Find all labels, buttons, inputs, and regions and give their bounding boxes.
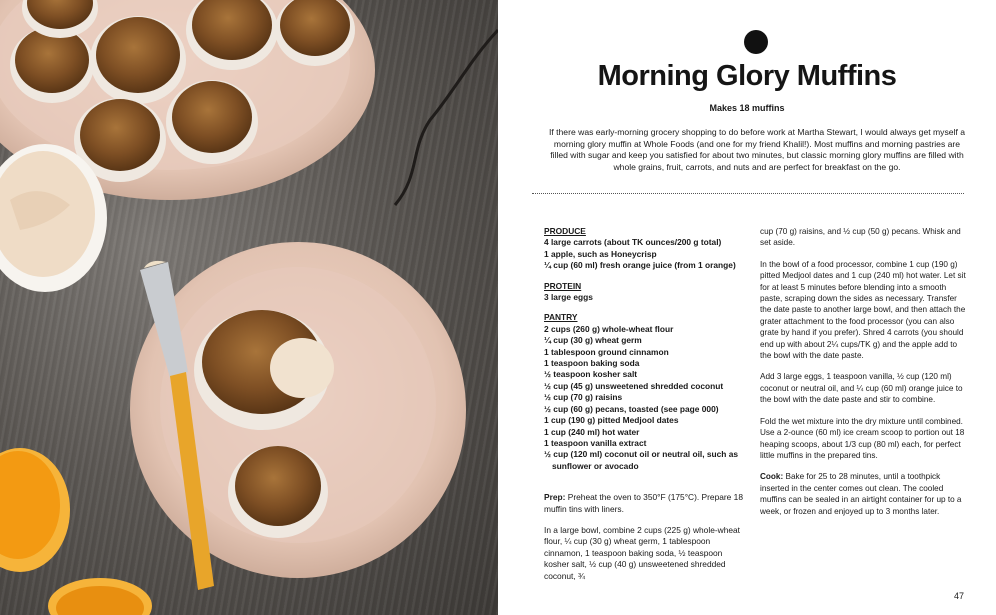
- ingredient-item: ¼ cup (60 ml) fresh orange juice (from 1 orange): [544, 260, 736, 271]
- step-prep-label: Prep:: [544, 492, 566, 503]
- recipe-title: Morning Glory Muffins: [597, 60, 897, 92]
- step-prep-text: Preheat the oven to 350°F (175°C). Prepare 18 muffin tins with liners.: [544, 492, 743, 514]
- ingredient-heading-protein: PROTEIN: [544, 280, 582, 291]
- ingredient-list-produce: [544, 237, 744, 271]
- juice-glass: [0, 448, 70, 572]
- step-5: Fold the wet mixture into the dry mixture until combined. Use a 2-ounce (60 ml) ice cream scoop to portion out 18 heaping scoops, about 1/3 cup (80 ml) each, for perfect little muffins in the prepared tins.: [760, 416, 965, 460]
- ingredient-item: 1 apple, such as Honeycrisp: [544, 248, 657, 259]
- step-prep: [544, 492, 744, 515]
- ingredient-item: 1 teaspoon vanilla extract: [544, 437, 647, 448]
- ingredient-item: 3 large eggs: [544, 292, 593, 303]
- step-cook-text: Bake for 25 to 28 minutes, until a toothpick inserted in the center comes out clean. The cooled muffins can be sealed in an airtight container for up to a week, or frozen and enjoyed up to 3 months later.: [760, 472, 962, 516]
- step-3: In the bowl of a food processor, combine 1 cup (190 g) pitted Medjool dates and 1 cup (240 ml) hot water. Let sit for at least 5 minutes before blending into a smooth paste, scraping down the sides as necessary. Transfer the date paste to another large bowl, and then attach the grater attachment to the food processor (you can also grate by hand if you prefer). Shred 4 carrots (you should end up with about 2¼ cups/TK g) and the apple add to the bowl with the date paste.: [760, 259, 966, 361]
- step-2: In a large bowl, combine 2 cups (225 g) whole-wheat flour, ¼ cup (30 g) wheat germ, 1 tablespoon cinnamon, 1 teaspoon baking soda, ½ teaspoon kosher salt, ½ cup (40 g) unsweetened shredded coconut, ¾: [544, 524, 740, 581]
- juice-glass: [48, 578, 152, 615]
- muffin: [228, 446, 328, 538]
- ingredient-item: 1 tablespoon ground cinnamon: [544, 346, 669, 357]
- step-cook: [760, 471, 968, 517]
- ingredient-item: ½ cup (70 g) raisins: [544, 392, 623, 403]
- ingredient-item: 1 cup (240 ml) hot water: [544, 426, 640, 437]
- ingredient-item: ½ cup (45 g) unsweetened shredded coconut: [544, 380, 724, 391]
- ingredient-heading-produce: PRODUCE: [544, 226, 586, 236]
- dotted-divider: [532, 193, 964, 194]
- ingredient-item: 1 teaspoon baking soda: [544, 358, 640, 369]
- ingredient-item: ½ cup (120 ml) coconut oil or neutral oil, such as sunflower or avocado: [544, 449, 739, 471]
- muffin: [166, 80, 258, 164]
- step-cook-label: Cook:: [760, 472, 784, 482]
- muffin: [10, 27, 94, 103]
- method-column: [760, 226, 968, 527]
- muffin: [90, 16, 186, 104]
- recipe-page: [498, 0, 996, 615]
- page-number: 47: [953, 591, 964, 601]
- ingredient-item: 4 large carrots (about TK ounces/200 g total): [544, 237, 722, 248]
- ingredient-item: 1 cup (190 g) pitted Medjool dates: [544, 415, 679, 426]
- ingredient-list-pantry: [544, 324, 744, 472]
- recipe-intro: If there was early-morning grocery shopping to do before work at Martha Stewart, I would always get myself a morning glory muffin at Whole Foods (and one for my friend Khalil!). Most muffins and morning pastries are filled with sugar and keep you satisfied for about two minutes, but classic morning glory muffins are filled with whole grains, fruit, carrots, and nuts and are perfect for breakfast on the go.: [548, 127, 966, 172]
- butter-spread: [270, 338, 334, 398]
- ingredient-item: ½ cup (60 g) pecans, toasted (see page 000): [544, 403, 719, 414]
- recipe-yield: Makes 18 muffins: [709, 103, 785, 113]
- step-4: Add 3 large eggs, 1 teaspoon vanilla, ½ cup (120 ml) coconut or neutral oil, and ¼ cup (60 ml) orange juice to the bowl with the date paste and stir to combine.: [760, 372, 963, 405]
- black-circle-ornament-icon: [744, 30, 768, 54]
- ingredient-heading-pantry: PANTRY: [544, 312, 578, 323]
- wood-crack: [395, 30, 498, 205]
- ingredients-column: [544, 226, 744, 592]
- step-2-continued: cup (70 g) raisins, and ½ cup (50 g) pecans. Whisk and set aside.: [760, 227, 961, 248]
- ingredient-item: 2 cups (260 g) whole-wheat flour: [544, 323, 674, 334]
- ingredient-list-protein: [544, 292, 744, 303]
- ingredient-item: ¼ cup (30 g) wheat germ: [544, 335, 642, 346]
- ingredient-item: ½ teaspoon kosher salt: [544, 369, 638, 380]
